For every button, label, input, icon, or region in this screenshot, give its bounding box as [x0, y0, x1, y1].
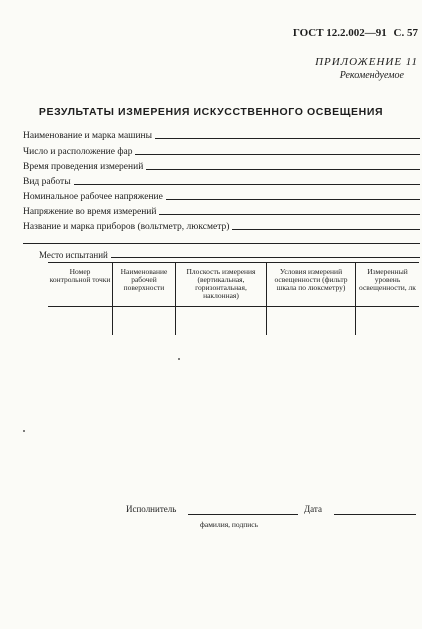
scan-speck [23, 430, 25, 432]
table-cell[interactable] [356, 307, 420, 336]
field-time [23, 158, 420, 172]
field-headlights [23, 143, 420, 157]
scan-speck [178, 358, 180, 360]
field-nominal-voltage [23, 188, 420, 202]
column-header: Плоскость измерения (вертикальная, горизонтальная, наклонная) [176, 262, 267, 307]
field-label: Номинальное рабочее напряжение [23, 192, 163, 202]
appendix-status: Рекомендуемое [339, 70, 404, 81]
field-label: Вид работы [23, 177, 71, 187]
table-cell[interactable] [176, 307, 267, 336]
field-label: Число и расположение фар [23, 147, 133, 157]
standard-number: ГОСТ 12.2.002—91 [292, 27, 387, 39]
field-label: Наименование и марка машины [23, 131, 153, 141]
field-place [39, 246, 420, 260]
date-label: Дата [304, 504, 322, 514]
column-header: Условия измерений освещенности (фильтр шкала по люксметру) [267, 262, 356, 307]
place-label: Место испытаний [39, 250, 108, 260]
page-header [293, 27, 418, 39]
fill-line[interactable] [135, 144, 420, 155]
field-label: Название и марка приборов (вольтметр, люксметр) [23, 222, 230, 232]
field-machine [23, 127, 420, 141]
document-title: РЕЗУЛЬТАТЫ ИЗМЕРЕНИЯ ИСКУССТВЕННОГО ОСВЕЩЕНИЯ [38, 106, 384, 118]
field-label: Напряжение во время измерений [23, 207, 157, 217]
field-label: Время проведения измерений [23, 162, 144, 172]
field-blank [23, 232, 420, 246]
fill-line[interactable] [232, 219, 420, 230]
column-header: Наименование рабочей поверхности [113, 262, 176, 307]
column-header: Измеренный уровень освещенности, лк [356, 262, 420, 307]
column-header: Номер контрольной точки [48, 262, 113, 307]
table-cell[interactable] [48, 307, 113, 336]
fill-line[interactable] [159, 204, 420, 215]
table-row [48, 307, 419, 336]
page-number: С. 57 [393, 27, 418, 39]
executor-line[interactable] [188, 514, 298, 515]
appendix-title: ПРИЛОЖЕНИЕ 11 [315, 56, 418, 68]
fill-line[interactable] [74, 174, 420, 185]
signature-caption: фамилия, подпись [200, 520, 259, 529]
table-cell[interactable] [113, 307, 176, 336]
measurement-table [48, 262, 419, 335]
fill-line[interactable] [166, 189, 420, 200]
table-header-row [48, 262, 419, 307]
fill-line[interactable] [23, 233, 420, 244]
fill-line[interactable] [111, 247, 420, 258]
field-measured-voltage [23, 203, 420, 217]
fill-line[interactable] [155, 128, 420, 139]
date-line[interactable] [334, 514, 416, 515]
table-cell[interactable] [267, 307, 356, 336]
field-instruments [23, 218, 420, 232]
field-work-type [23, 173, 420, 187]
executor-label: Исполнитель [126, 504, 177, 514]
fill-line[interactable] [146, 159, 420, 170]
